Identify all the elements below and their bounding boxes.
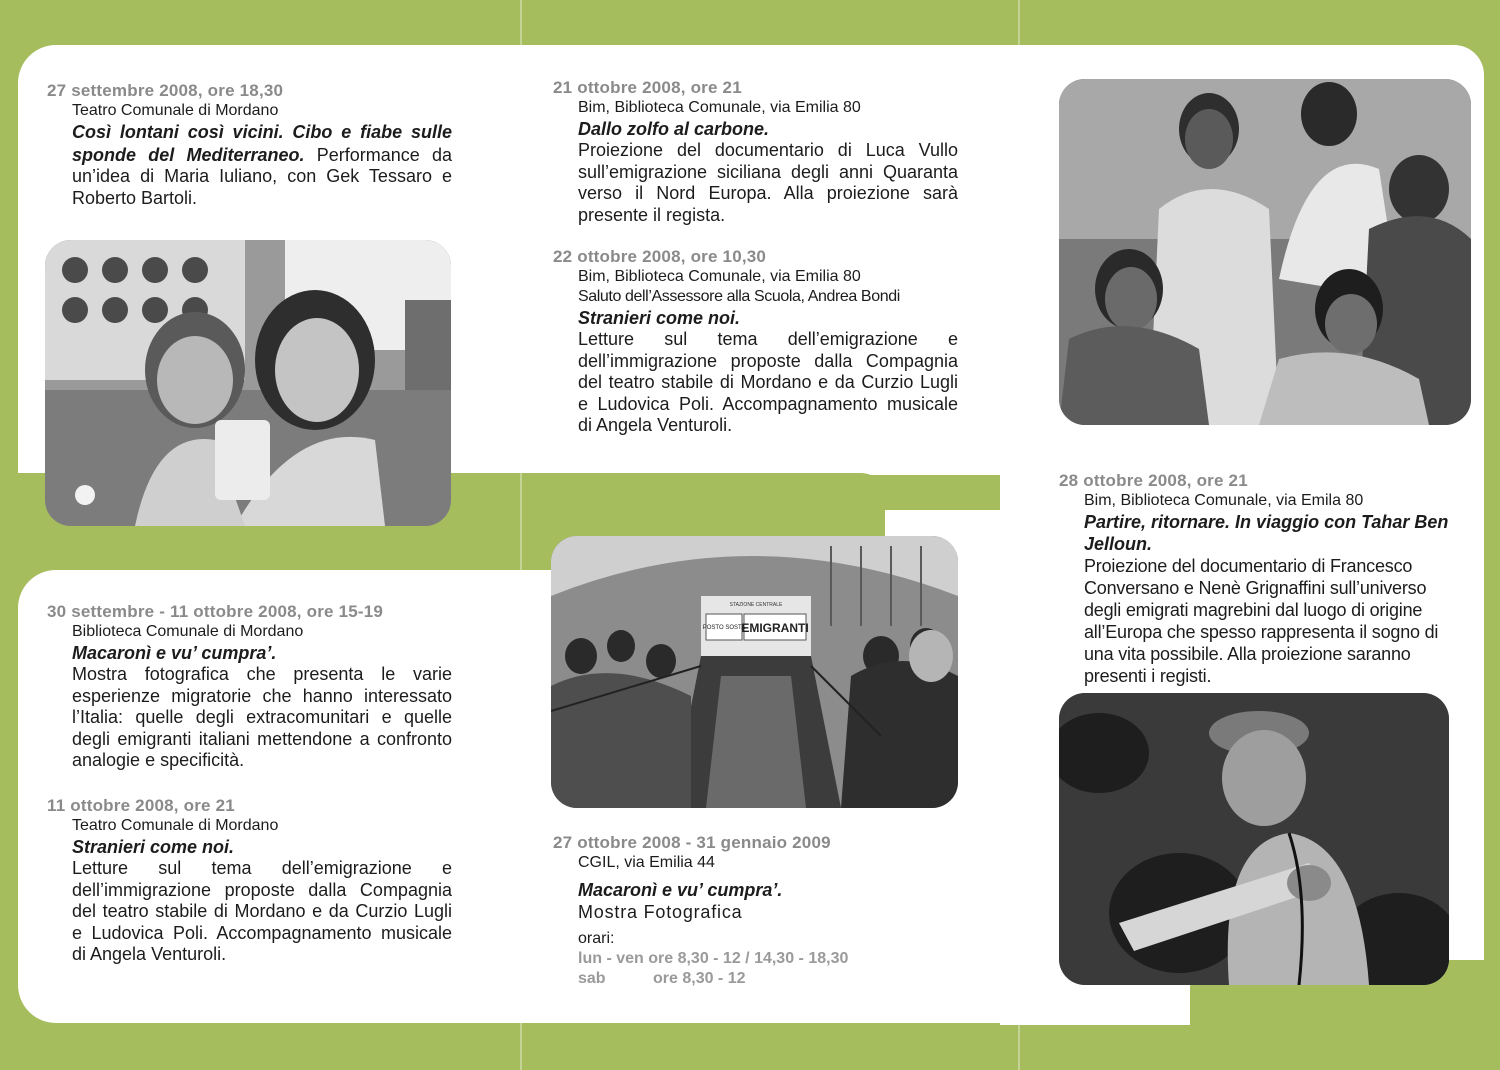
- photo-emigrants-station: [551, 536, 958, 808]
- event-28-ottobre: [1059, 470, 1454, 687]
- event-21-ottobre: [553, 77, 958, 226]
- event-greeting: Saluto dell’Assessore alla Scuola, Andrea Bondi: [578, 288, 900, 305]
- event-date: 21 ottobre 2008, ore 21: [553, 78, 742, 97]
- event-venue: Bim, Biblioteca Comunale, via Emilia 80: [578, 268, 861, 285]
- photo-children: [45, 240, 451, 526]
- event-description: Proiezione del documentario di Francesco Conversano e Nenè Grignaffini sull’universo degli emigrati magrebini dal luogo di origine all’Europa che spesso rappresenta il sogno di una vita possibile. Alla proiezione saranno presenti i registi.: [1084, 556, 1439, 686]
- fold-line-2: [1018, 0, 1020, 1070]
- fold-line-1: [520, 0, 522, 1070]
- event-27-settembre: [47, 80, 452, 209]
- event-date: 28 ottobre 2008, ore 21: [1059, 471, 1248, 490]
- sign-line-3: EMIGRANTI: [741, 621, 809, 635]
- hours-label: orari:: [578, 930, 615, 947]
- event-date: 22 ottobre 2008, ore 10,30: [553, 247, 767, 266]
- event-title: Partire, ritornare. In viaggio con Tahar Ben Jelloun.: [1084, 512, 1449, 554]
- event-title: Stranieri come noi.: [72, 837, 235, 857]
- event-venue: Bim, Biblioteca Comunale, via Emilia 80: [578, 99, 861, 116]
- event-30-settembre: [47, 601, 452, 772]
- photo-young-men: [1059, 79, 1471, 425]
- event-venue: CGIL, via Emilia 44: [578, 854, 715, 871]
- event-title: Dallo zolfo al carbone.: [578, 119, 770, 139]
- event-subtitle: Mostra Fotografica: [578, 902, 743, 922]
- hours-weekdays: lun - ven ore 8,30 - 12 / 14,30 - 18,30: [578, 950, 849, 967]
- event-22-ottobre: [553, 246, 958, 437]
- sign-line-2: POSTO SOSTA: [702, 625, 746, 631]
- event-description: Proiezione del documentario di Luca Vullo sull’emigrazione siciliana degli anni Quaranta verso il Nord Europa. Alla proiezione sarà presente il regista.: [578, 140, 958, 225]
- event-description: Mostra fotografica che presenta le varie esperienze migratorie che hanno interessato l’Italia: quelle degli extracomunitari e quelle degli emigranti italiani mettendone a confronto analogie e specificità.: [72, 664, 452, 770]
- event-description: Letture sul tema dell’emigrazione e dell’immigrazione proposte dalla Compagnia del teatro stabile di Mordano e da Curzio Lugli e Ludovica Poli. Accompagnamento musicale di Angela Venturoli.: [72, 858, 452, 964]
- hours-saturday: [578, 969, 958, 989]
- event-date: 11 ottobre 2008, ore 21: [47, 796, 235, 815]
- event-title: Così lontani così vicini. Cibo e fiabe sulle sponde del Mediterraneo.: [72, 122, 452, 165]
- hours-saturday-time: ore 8,30 - 12: [653, 970, 746, 987]
- event-title: Macaronì e vu’ cumpra’.: [72, 643, 277, 663]
- photo-miner: [1059, 693, 1449, 985]
- event-date: 30 settembre - 11 ottobre 2008, ore 15-19: [47, 602, 384, 621]
- event-description: Letture sul tema dell’emigrazione e dell’immigrazione proposte dalla Compagnia del teatro stabile di Mordano e da Curzio Lugli e Ludovica Poli. Accompagnamento musicale di Angela Venturoli.: [578, 329, 958, 435]
- event-date: 27 settembre 2008, ore 18,30: [47, 81, 284, 100]
- event-description: Performance da un’idea di Maria Iuliano, con Gek Tessaro e Roberto Bartoli.: [72, 144, 452, 208]
- event-11-ottobre: [47, 795, 452, 966]
- event-venue: Teatro Comunale di Mordano: [72, 102, 279, 119]
- event-venue: Bim, Biblioteca Comunale, via Emila 80: [1084, 492, 1364, 509]
- event-text: [72, 121, 452, 209]
- event-27-ottobre: [553, 832, 958, 989]
- event-title: Stranieri come noi.: [578, 308, 741, 328]
- event-venue: Biblioteca Comunale di Mordano: [72, 623, 304, 640]
- hours-saturday-day: sab: [578, 970, 606, 987]
- event-venue: Teatro Comunale di Mordano: [72, 817, 279, 834]
- event-title: Macaronì e vu’ cumpra’.: [578, 880, 783, 900]
- sign-line-1: STAZIONE CENTRALE: [729, 602, 783, 608]
- event-date: 27 ottobre 2008 - 31 gennaio 2009: [553, 833, 831, 852]
